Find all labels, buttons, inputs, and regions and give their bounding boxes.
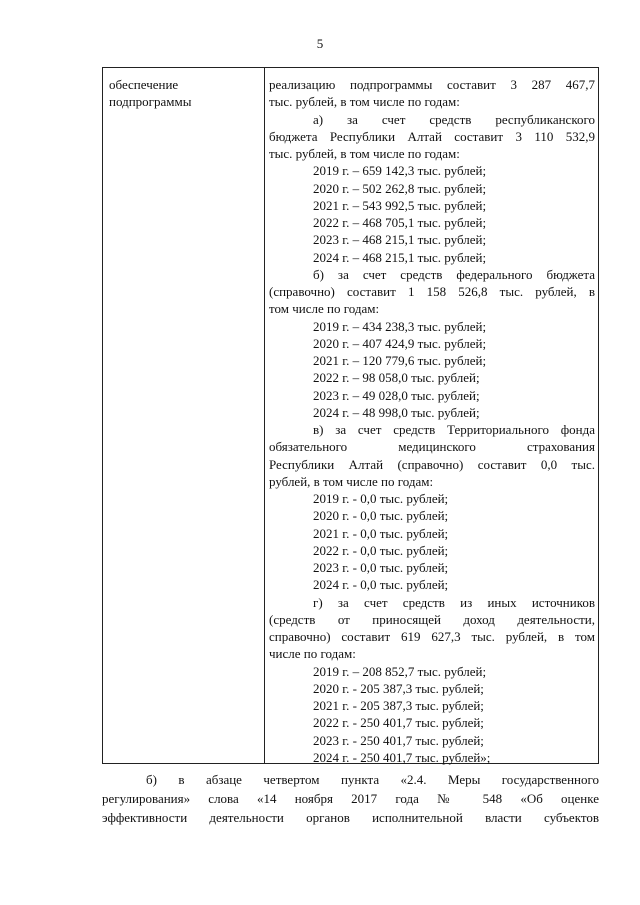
- content-line: Республики Алтай (справочно) составит 0,0 тыс.: [269, 456, 595, 472]
- content-line: рублей, в том числе по годам:: [269, 473, 434, 489]
- content-line: бюджета Республики Алтай составит 3 110 532,9: [269, 128, 595, 144]
- content-line: 2020 г. - 0,0 тыс. рублей;: [313, 508, 449, 524]
- content-line: а) за счет средств республиканского: [313, 111, 595, 127]
- content-line: 2023 г. - 250 401,7 тыс. рублей;: [313, 732, 484, 748]
- content-line: 2022 г. – 468 705,1 тыс. рублей;: [313, 215, 487, 230]
- content-line: реализацию подпрограммы составит 3 287 467,7: [269, 77, 595, 92]
- table-label-cell: [109, 76, 259, 111]
- content-line: 2019 г. – 208 852,7 тыс. рублей;: [313, 663, 487, 679]
- content-line: 2021 г. – 120 779,6 тыс. рублей;: [313, 353, 487, 368]
- budget-table: [102, 67, 599, 764]
- content-line: обязательного медицинского страхования: [269, 439, 595, 455]
- content-line: 2023 г. – 468 215,1 тыс. рублей;: [313, 232, 487, 248]
- content-line: 2020 г. – 502 262,8 тыс. рублей;: [313, 180, 487, 196]
- content-line: б) за счет средств федерального бюджета: [313, 266, 595, 282]
- content-line: 2020 г. – 407 424,9 тыс. рублей;: [313, 335, 487, 351]
- label-line: подпрограммы: [109, 94, 192, 110]
- content-line: г) за счет средств из иных источников: [313, 594, 595, 610]
- content-line: справочно) составит 619 627,3 тыс. рублей, в том: [269, 629, 595, 644]
- page-number: 5: [316, 36, 324, 51]
- content-line: тыс. рублей, в том числе по годам:: [269, 94, 460, 110]
- column-divider: [264, 68, 265, 763]
- content-line: 2023 г. – 49 028,0 тыс. рублей;: [313, 387, 480, 403]
- content-line: 2019 г. – 659 142,3 тыс. рублей;: [313, 163, 487, 179]
- content-line: тыс. рублей, в том числе по годам:: [269, 146, 460, 161]
- content-line: 2024 г. – 468 215,1 тыс. рублей;: [313, 249, 487, 265]
- content-line: в) за счет средств Территориального фонда: [313, 422, 595, 437]
- content-line: 2020 г. - 205 387,3 тыс. рублей;: [313, 680, 484, 696]
- table-content-cell: [269, 76, 595, 766]
- paragraph-line: б) в абзаце четвертом пункта «2.4. Меры государственного: [146, 772, 599, 787]
- content-line: 2019 г. - 0,0 тыс. рублей;: [313, 491, 449, 506]
- label-line: обеспечение: [109, 77, 179, 92]
- content-line: 2019 г. – 434 238,3 тыс. рублей;: [313, 318, 487, 334]
- content-line: 2022 г. - 0,0 тыс. рублей;: [313, 542, 449, 558]
- content-line: 2024 г. - 0,0 тыс. рублей;: [313, 577, 449, 593]
- content-line: 2021 г. - 205 387,3 тыс. рублей;: [313, 698, 484, 713]
- paragraph-line: регулирования» слова «14 ноября 2017 года № 548 «Об оценке: [102, 791, 599, 806]
- content-line: 2023 г. - 0,0 тыс. рублей;: [313, 560, 449, 575]
- content-line: (средств от приносящей доход деятельности,: [269, 611, 595, 627]
- content-line: 2021 г. – 543 992,5 тыс. рублей;: [313, 197, 487, 213]
- content-line: (справочно) составит 1 158 526,8 тыс. рублей, в: [269, 284, 595, 299]
- content-line: 2022 г. – 98 058,0 тыс. рублей;: [313, 370, 480, 386]
- content-line: числе по годам:: [269, 646, 356, 662]
- paragraph-line: эффективности деятельности органов исполнительной власти субъектов: [102, 810, 599, 825]
- body-paragraph: [102, 770, 599, 827]
- content-line: 2022 г. - 250 401,7 тыс. рублей;: [313, 715, 484, 731]
- content-line: 2024 г. - 250 401,7 тыс. рублей»;: [313, 749, 491, 765]
- content-line: том числе по годам:: [269, 301, 380, 317]
- content-line: 2021 г. - 0,0 тыс. рублей;: [313, 525, 449, 541]
- content-line: 2024 г. – 48 998,0 тыс. рублей;: [313, 404, 480, 420]
